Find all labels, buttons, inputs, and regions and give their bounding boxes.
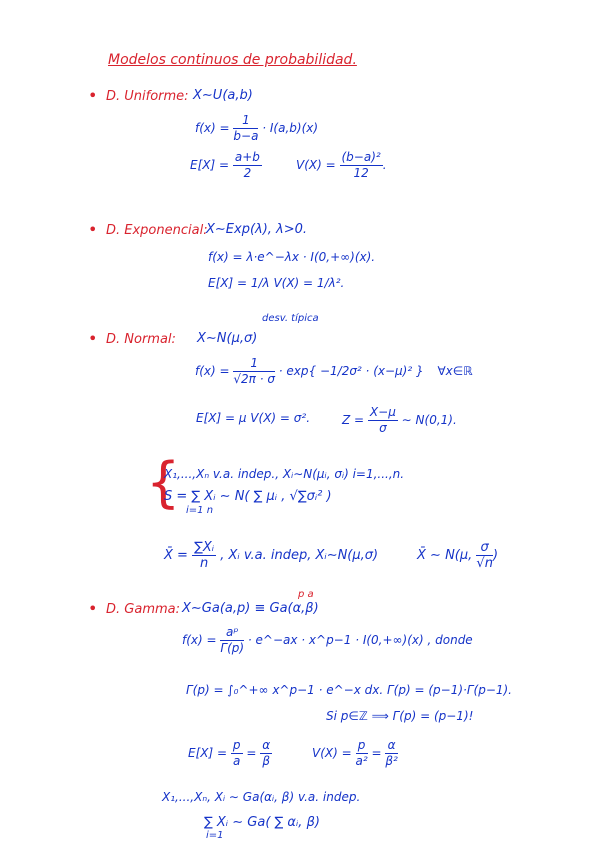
normal-label: D. Normal: xyxy=(106,332,176,347)
gamma-var: V(X) = $\frac{p}{\text{a²}}$ = $\frac{\alpha}{\text{β²}}$ xyxy=(312,738,398,768)
gamma-sum-limits: i=1 xyxy=(206,830,224,841)
uniforme-label: D. Uniforme: xyxy=(106,89,189,104)
uniforme-mean: E[X] = $\frac{a+b}{2}$ xyxy=(190,150,260,180)
normal-def: X∼N(μ,σ) xyxy=(197,331,258,346)
gamma-sum-line1: X₁,...,Xₙ, Xᵢ ∼ Ga(αᵢ, β) v.a. indep. xyxy=(162,790,361,804)
uniforme-pdf: f(x) = $\frac{1}{b-a}$ · I(a,b)(x) xyxy=(195,113,319,143)
bullet-icon: • xyxy=(88,329,98,348)
bullet-icon: • xyxy=(88,220,98,239)
page-title: Modelos continuos de probabilidad. xyxy=(108,52,357,68)
normal-pdf: f(x) = $\frac{1}{√2\pi \cdot \sigma}$ · exp{ −1/2σ² · (x−μ)² } ∀x∈ℝ xyxy=(195,356,473,386)
exponencial-pdf: f(x) = λ·e^−λx · I(0,+∞)(x). xyxy=(208,250,376,264)
uniforme-var: V(X) = $\frac{\text{(b−a)²}}{12}$ . xyxy=(296,150,387,180)
gamma-def: X∼Ga(a,p) ≡ Ga(α,β) xyxy=(182,601,319,616)
gamma-mean: E[X] = $\frac{p}{a}$ = $\frac{\alpha}{\beta}$ xyxy=(188,738,271,768)
normal-z: Z = $\frac{X-\mu}{\sigma}$ ∼ N(0,1). xyxy=(342,405,457,435)
normal-sum-line1: X₁,...,Xₙ v.a. indep., Xᵢ∼N(μᵢ, σᵢ) i=1,...,n. xyxy=(164,467,405,481)
gamma-def-over: p a xyxy=(298,589,314,600)
gamma-label: D. Gamma: xyxy=(106,602,180,617)
normal-annotation: desv. típica xyxy=(262,313,319,324)
gamma-sum-line2: ∑ Xᵢ ∼ Ga( ∑ αᵢ, β) xyxy=(204,815,320,830)
gamma-integer: Si p∈ℤ ⟹ Γ(p) = (p−1)! xyxy=(326,709,474,723)
normal-sum-line2: S = ∑ Xᵢ ∼ N( ∑ μᵢ , √∑σᵢ² ) xyxy=(164,489,332,504)
normal-sum-limits: i=1 n xyxy=(186,505,214,516)
brace-icon: { xyxy=(146,451,181,514)
normal-moments: E[X] = μ V(X) = σ². xyxy=(196,411,311,425)
normal-sample-mean: X̄ = $\frac{\text{∑Xᵢ}}{n}$ , Xᵢ v.a. indep, Xᵢ∼N(μ,σ) xyxy=(164,540,379,571)
exponencial-def: X∼Exp(λ), λ>0. xyxy=(206,222,308,237)
gamma-function: Γ(p) = ∫₀^+∞ x^p−1 · e^−x dx. Γ(p) = (p−1)·Γ(p−1). xyxy=(186,683,512,697)
exponencial-label: D. Exponencial: xyxy=(106,223,208,238)
uniforme-def: X∼U(a,b) xyxy=(193,88,253,103)
exponencial-moments: E[X] = 1/λ V(X) = 1/λ². xyxy=(208,276,345,290)
bullet-icon: • xyxy=(88,86,98,105)
normal-sample-mean-dist: X̄ ∼ N(μ, $\frac{\sigma}{√n}$ ) xyxy=(417,540,499,571)
gamma-pdf: f(x) = $\frac{\text{aᵖ}}{\Gamma(p)}$ · e^−ax · x^p−1 · I(0,+∞)(x) , donde xyxy=(182,625,473,655)
bullet-icon: • xyxy=(88,599,98,618)
